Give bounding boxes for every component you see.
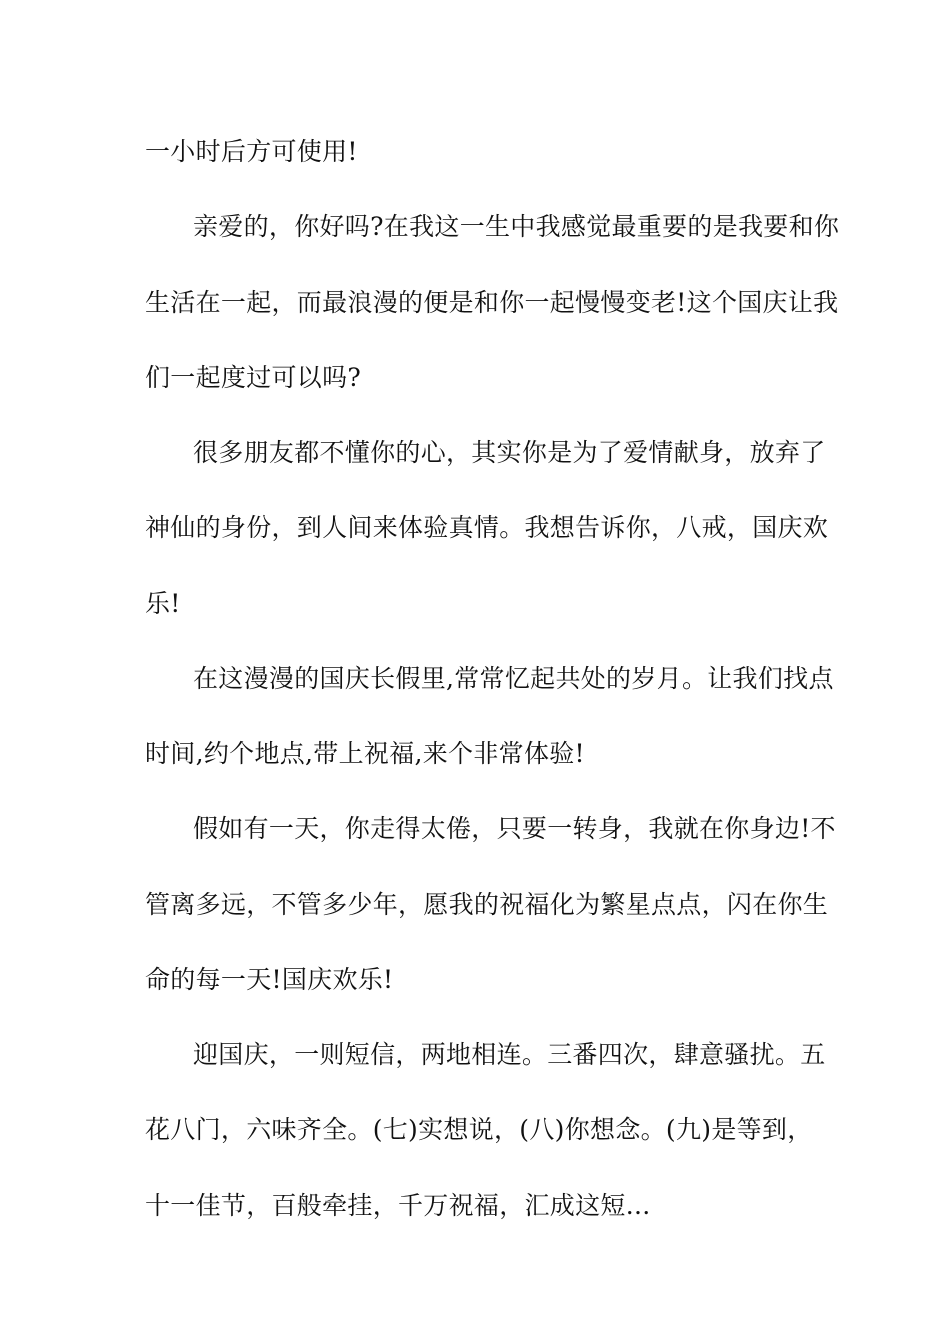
paragraph-first-line: 在这漫漫的国庆长假里,常常忆起共处的岁月。让我们找点: [193, 664, 834, 693]
text-line: 乐!: [145, 589, 181, 618]
text-line: 管离多远，不管多少年，愿我的祝福化为繁星点点，闪在你生: [145, 890, 829, 919]
paragraph-first-line: 迎国庆，一则短信，两地相连。三番四次，肆意骚扰。五: [193, 1040, 826, 1069]
text-line: 们一起度过可以吗?: [145, 363, 362, 392]
paragraph-first-line: 假如有一天，你走得太倦，只要一转身，我就在你身边!不: [193, 814, 836, 843]
text-line: 时间,约个地点,带上祝福,来个非常体验!: [145, 739, 585, 768]
text-line: 神仙的身份，到人间来体验真情。我想告诉你，八戒，国庆欢: [145, 513, 829, 542]
text-line: 花八门，六味齐全。(七)实想说，(八)你想念。(九)是等到，: [145, 1115, 813, 1144]
paragraph-first-line: 亲爱的，你好吗?在我这一生中我感觉最重要的是我要和你: [193, 212, 840, 241]
paragraph-first-line: 很多朋友都不懂你的心，其实你是为了爱情献身，放弃了: [193, 438, 826, 467]
text-line: 命的每一天!国庆欢乐!: [145, 965, 394, 994]
text-line: 一小时后方可使用!: [145, 137, 358, 166]
text-line: 生活在一起，而最浪漫的便是和你一起慢慢变老!这个国庆让我: [145, 288, 839, 317]
text-line: 十一佳节，百般牵挂，千万祝福，汇成这短...: [145, 1191, 651, 1220]
